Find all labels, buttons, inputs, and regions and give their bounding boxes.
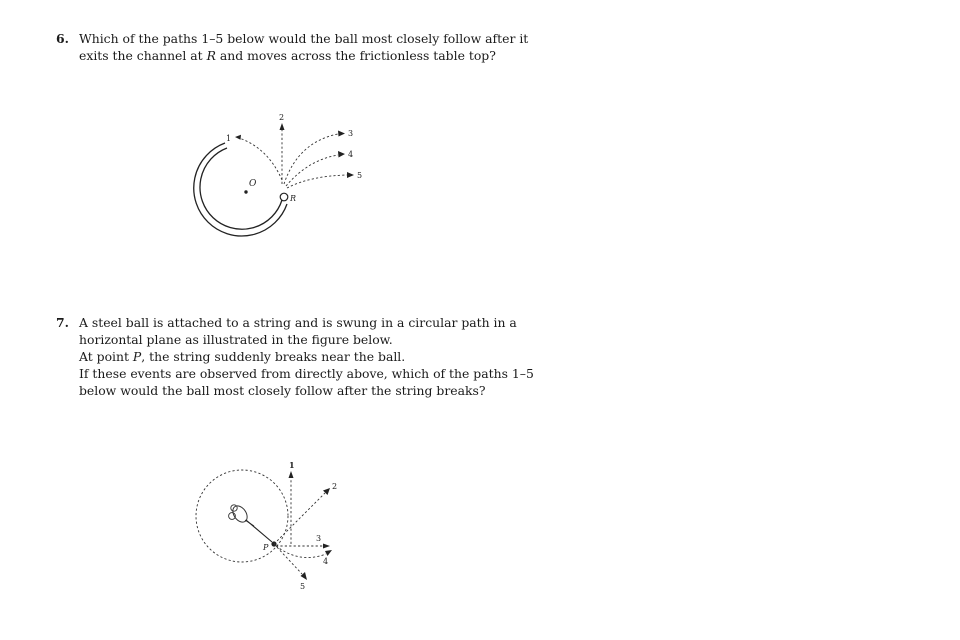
path-1-label: 1 [289, 460, 295, 470]
hand-icon [229, 503, 254, 526]
path-2-arrowhead [280, 123, 285, 130]
path-3-label: 3 [316, 534, 322, 543]
exit-label-R: R [290, 194, 297, 203]
path-4-arrowhead [338, 151, 345, 158]
question-text [79, 314, 549, 399]
question-text-part: , the string suddenly breaks near the ball. [141, 349, 406, 364]
break-label-P: P [263, 543, 269, 552]
question-number: 6. [56, 31, 69, 46]
question-text-part: and moves across the frictionless table top? [215, 48, 496, 63]
question-text-part: Which of the paths 1–5 below would the ball most closely follow after it exits the channel at [79, 31, 529, 63]
point-label-P: P [132, 349, 142, 364]
path-3-arrowhead [323, 544, 330, 549]
channel-inner-wall [200, 148, 282, 229]
string [246, 520, 272, 542]
path-2-label: 2 [332, 482, 338, 491]
circular-path [196, 470, 288, 562]
question-line-3: If these events are observed from directly above, which of the paths 1–5 below would the ball most closely follow after the string breaks? [79, 366, 534, 398]
figure-swung-ball [190, 460, 370, 600]
path-5 [274, 544, 302, 574]
center-point [244, 190, 247, 193]
question-number: 7. [56, 315, 69, 330]
question-7 [56, 314, 549, 399]
path-5 [287, 175, 347, 188]
path-4-label: 4 [323, 557, 329, 566]
path-4-label: 4 [348, 150, 354, 159]
channel-outer-wall [194, 143, 287, 236]
question-line-1: A steel ball is attached to a string and is swung in a circular path in a horizontal plane as illustrated in the figure below. [79, 315, 517, 347]
question-text [79, 30, 549, 64]
ball-at-exit [280, 193, 288, 201]
path-1-arrowhead [289, 471, 294, 478]
question-line-2 [79, 348, 549, 365]
path-3-arrowhead [338, 131, 345, 137]
figure-circular-channel [190, 100, 390, 240]
path-5-label: 5 [357, 171, 363, 180]
path-1-arrowhead [235, 135, 241, 140]
path-5-label: 5 [300, 582, 306, 591]
path-4-arrowhead [325, 550, 332, 556]
path-1-label: 1 [226, 134, 232, 143]
path-3-label: 3 [348, 129, 354, 138]
path-2-label: 2 [279, 113, 285, 122]
path-5-arrowhead [347, 172, 354, 178]
path-1 [239, 138, 282, 180]
path-4 [286, 155, 338, 186]
question-text-part: At point [79, 349, 133, 364]
point-label-R: R [206, 48, 216, 63]
center-label-O: O [249, 179, 257, 189]
path-4 [276, 546, 326, 558]
question-6 [56, 30, 549, 64]
